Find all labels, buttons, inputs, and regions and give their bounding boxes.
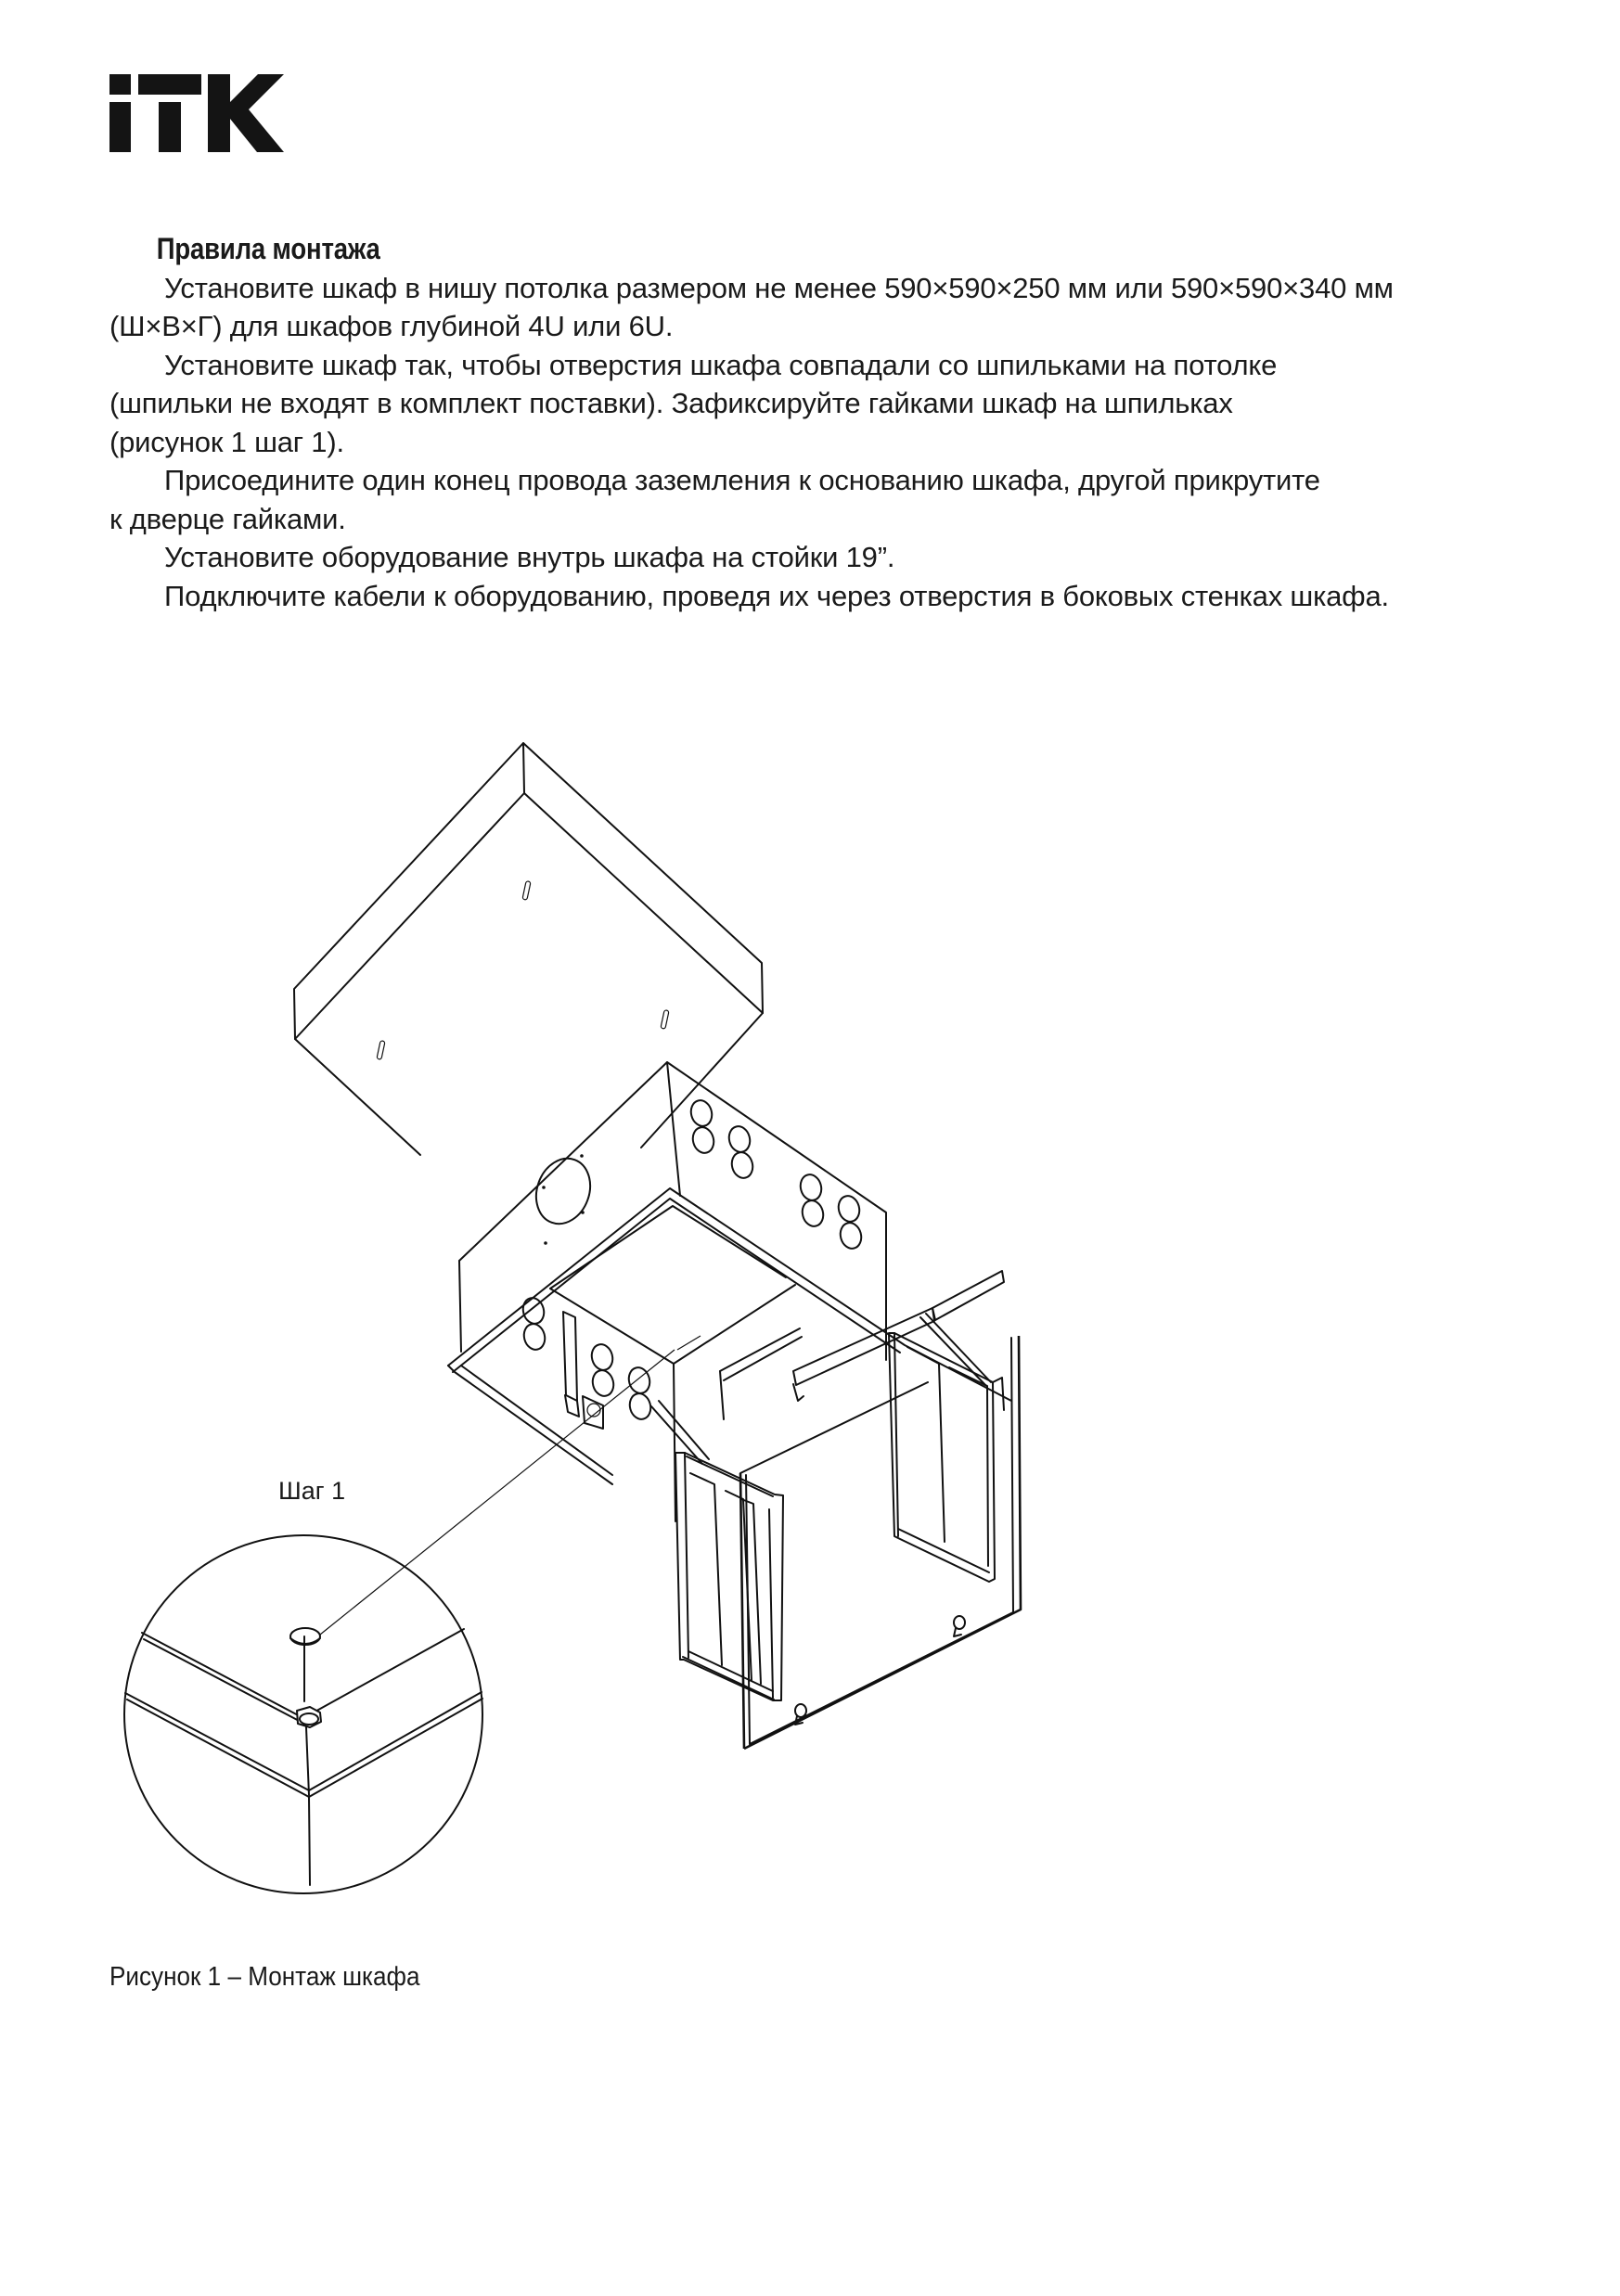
section-heading: Правила монтажа (156, 232, 380, 265)
mounting-rules-section (109, 230, 1538, 615)
callout-leader-line (320, 1350, 675, 1635)
instruction-paragraph: Установите шкаф в нишу потолка размером не менее 590×590×250 мм или 590×590×340 мм (Ш×В×Г) для шкафов глубиной 4U или 6U. (109, 271, 1394, 342)
cabinet-door (740, 1336, 1021, 1749)
itk-logo (109, 74, 284, 152)
ceiling-studs (377, 881, 669, 1060)
instruction-paragraph: Установите шкаф так, чтобы отверстия шкафа совпадали со шпильками на потолке (шпильки не входят в комплект поставки). Зафиксируйте гайками шкаф на шпильках (рисунок 1 шаг 1). (109, 348, 1278, 458)
cabinet-body (448, 1062, 1011, 1521)
step-1-label: Шаг 1 (278, 1477, 346, 1505)
step-1-detail-circle (124, 1535, 482, 1893)
instruction-paragraph: Установите оборудование внутрь шкафа на стойки 19”. (164, 541, 895, 573)
instruction-paragraph: Подключите кабели к оборудованию, проведя их через отверстия в боковых стенках шкафа. (164, 579, 1389, 612)
left-rail (563, 1312, 579, 1417)
figure-caption: Рисунок 1 – Монтаж шкафа (109, 1962, 420, 1992)
left-rack-frame (651, 1401, 783, 1700)
ceiling-slab (294, 743, 763, 1155)
nut-icon (297, 1707, 321, 1727)
logo-glyphs (109, 74, 284, 152)
instruction-paragraph: Присоедините один конец провода заземления к основанию шкафа, другой прикрутите к дверце гайками. (109, 464, 1320, 535)
right-rack-frame (889, 1314, 1004, 1582)
cable-holes (521, 1098, 864, 1422)
